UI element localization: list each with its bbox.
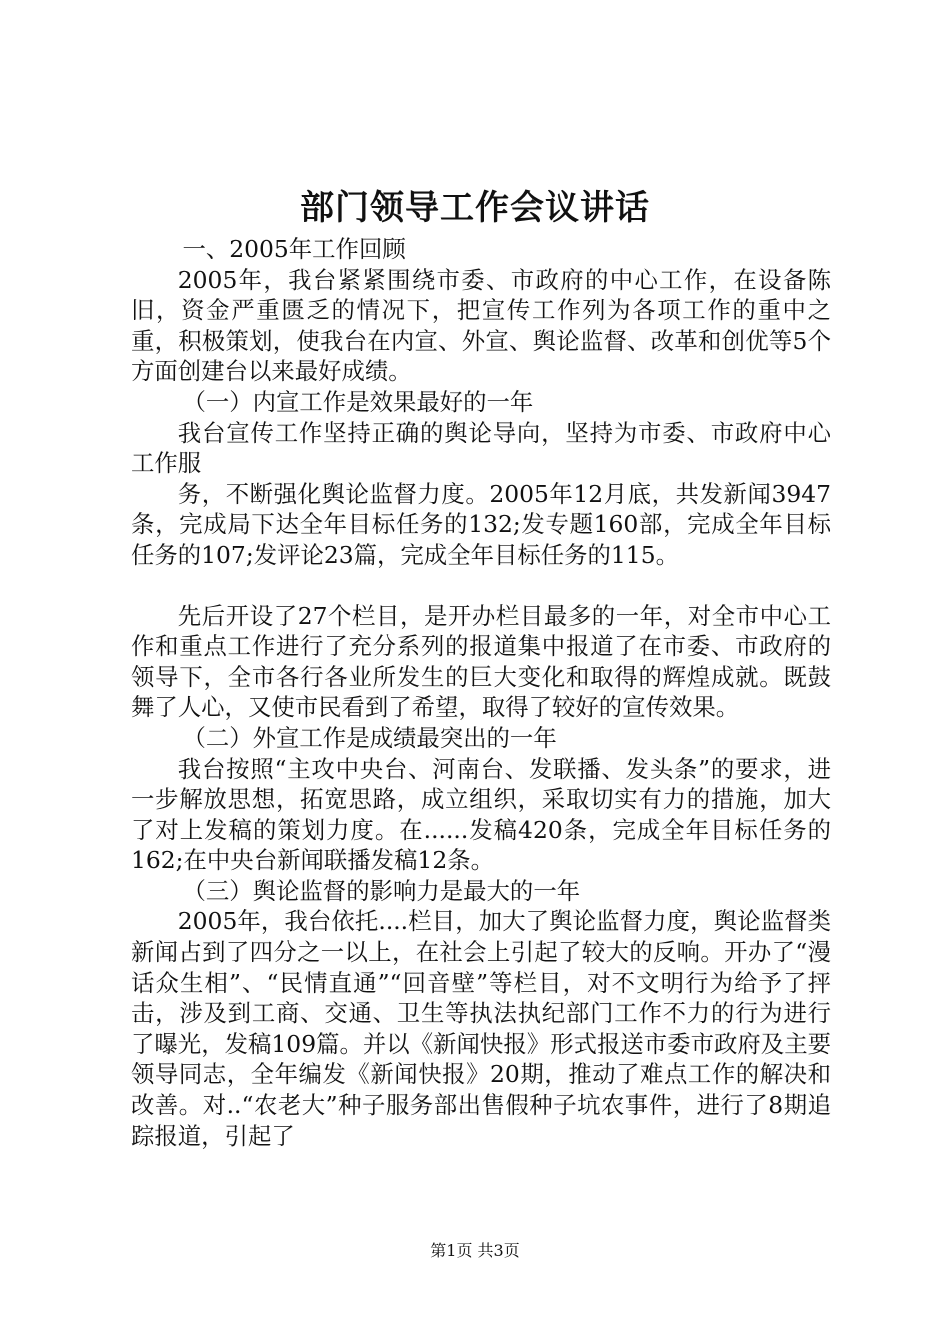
section-heading: 一、2005年工作回顾 bbox=[182, 235, 406, 263]
paragraph: 我台按照“主攻中央台、河南台、发联播、发头条”的要求，进一步解放思想，拓宽思路，成立组织，采取切实有力的措施，加大了对上发稿的策划力度。在......发稿420条，完成全年目标任务的162;在中央台新闻联播发稿12条。 bbox=[131, 754, 831, 875]
subsection-heading: （二）外宣工作是成绩最突出的一年 bbox=[182, 723, 557, 752]
page-footer: 第1页 共3页 bbox=[430, 1241, 520, 1260]
subsection-heading: （三）舆论监督的影响力是最大的一年 bbox=[182, 876, 581, 905]
document-body bbox=[131, 234, 831, 1151]
paragraph: 我台宣传工作坚持正确的舆论导向，坚持为市委、市政府中心工作服 bbox=[131, 418, 831, 478]
subsection-heading: （一）内宣工作是效果最好的一年 bbox=[182, 387, 534, 416]
paragraph: 务，不断强化舆论监督力度。2005年12月底，共发新闻3947条，完成局下达全年目标任务的132;发专题160部，完成全年目标任务的107;发评论23篇，完成全年目标任务的115。 bbox=[131, 479, 831, 569]
paragraph: 2005年，我台依托....栏目，加大了舆论监督力度，舆论监督类新闻占到了四分之一以上，在社会上引起了较大的反响。开办了“漫话众生相”、“民情直通”“回音壁”等栏目，对不文明行为给予了抨击，涉及到工商、交通、卫生等执法执纪部门工作不力的行为进行了曝光，发稿109篇。并以《新闻快报》形式报送市委市政府及主要领导同志，全年编发《新闻快报》20期，推动了难点工作的解决和改善。对..“农老大”种子服务部出售假种子坑农事件，进行了8期追踪报道，引起了 bbox=[131, 907, 831, 1150]
paragraph: 先后开设了27个栏目，是开办栏目最多的一年，对全市中心工作和重点工作进行了充分系列的报道集中报道了在市委、市政府的领导下，全市各行各业所发生的巨大变化和取得的辉煌成就。既鼓舞了人心，又使市民看到了希望，取得了较好的宣传效果。 bbox=[131, 601, 831, 722]
paragraph: 2005年，我台紧紧围绕市委、市政府的中心工作，在设备陈旧，资金严重匮乏的情况下，把宣传工作列为各项工作的重中之重，积极策划，使我台在内宣、外宣、舆论监督、改革和创优等5个方面创建台以来最好成绩。 bbox=[131, 265, 831, 386]
document-title: 部门领导工作会议讲话 bbox=[300, 188, 650, 228]
